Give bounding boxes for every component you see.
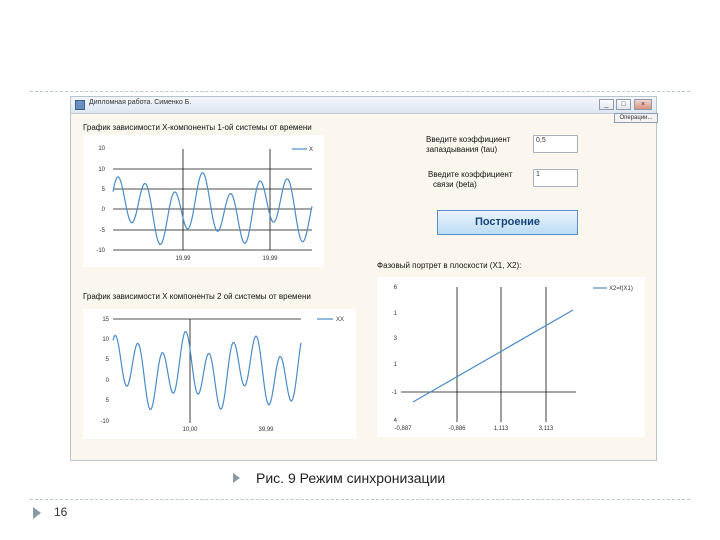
chart2-legend: XX [336, 317, 345, 323]
coef2-label-line2: связи (beta) [433, 180, 477, 189]
chart2-grid [113, 319, 301, 423]
chart2-ytick: 10 [102, 337, 109, 343]
chart2-panel [83, 309, 356, 439]
chart1-ytick: -10 [96, 248, 105, 254]
minimize-button[interactable]: _ [599, 99, 614, 110]
chart2-ytick: 5 [105, 398, 109, 404]
page-number: 16 [54, 505, 68, 519]
chart3-panel [377, 277, 645, 437]
chart3-ytick: 4 [393, 418, 397, 424]
page-bullet-icon [33, 507, 41, 519]
chart2-xtick: 39,99 [258, 427, 274, 433]
chart1-title: График зависимости X-компоненты 1-ой системы от времени [83, 123, 312, 132]
chart1-legend: X [309, 147, 314, 153]
figure-caption: Рис. 9 Режим синхронизации [256, 470, 446, 486]
chart1-ytick: 5 [101, 187, 105, 193]
chart1-ytick: -5 [99, 228, 105, 234]
chart3-xtick: 1,113 [493, 426, 509, 432]
operations-button[interactable]: Операции... [614, 113, 658, 123]
chart2-xtick: 10,00 [182, 427, 198, 433]
tau-input[interactable]: 0,5 [533, 135, 578, 153]
close-button[interactable]: × [634, 99, 652, 110]
maximize-button[interactable]: □ [616, 99, 631, 110]
app-window [70, 96, 657, 461]
chart3-series [413, 310, 573, 402]
chart3-title: Фазовый портрет в плоскости (X1, X2): [377, 261, 522, 270]
chart3-legend: X2=f(X1) [609, 286, 633, 292]
chart2-ytick: -10 [100, 419, 109, 425]
chart2-ytick: 5 [105, 357, 109, 363]
chart2-title: График зависимости X компоненты 2 ой системы от времени [83, 292, 311, 301]
chart3-ytick: -1 [391, 390, 397, 396]
chart3-xtick: -0,887 [394, 426, 412, 432]
chart3-ytick: 3 [393, 336, 397, 342]
chart3-ytick: 1 [393, 362, 397, 368]
chart1-panel [83, 135, 324, 267]
chart1-grid [113, 149, 312, 250]
chart3-ytick: 1 [393, 311, 397, 317]
coef1-label-line2: запаздывания (tau) [426, 145, 498, 154]
chart3-xtick: 3,113 [538, 426, 554, 432]
app-icon [75, 100, 85, 110]
chart2-series [113, 332, 301, 410]
caption-bullet-icon [233, 473, 240, 483]
chart1-ytick: 10 [98, 167, 105, 173]
build-button[interactable]: Построение [437, 210, 578, 235]
chart2-ytick: 0 [105, 378, 109, 384]
coef2-label-line1: Введите коэффициент [428, 170, 513, 179]
chart1-xtick: 19,99 [175, 256, 191, 262]
title-bar [71, 97, 656, 114]
top-divider [30, 91, 690, 92]
chart3-ytick: 6 [393, 285, 397, 291]
chart3-grid [401, 287, 576, 422]
coef1-label-line1: Введите коэффициент [426, 135, 511, 144]
chart1-ytick: 0 [101, 207, 105, 213]
chart1-ytick: 10 [98, 146, 105, 152]
beta-input[interactable]: 1 [533, 169, 578, 187]
chart2-ytick: 15 [102, 317, 109, 323]
window-title: Дипломная работа. Сименко Б. [89, 99, 192, 106]
chart1-xtick: 19,99 [262, 256, 278, 262]
bottom-divider [30, 499, 690, 500]
chart3-xtick: -0,886 [448, 426, 466, 432]
